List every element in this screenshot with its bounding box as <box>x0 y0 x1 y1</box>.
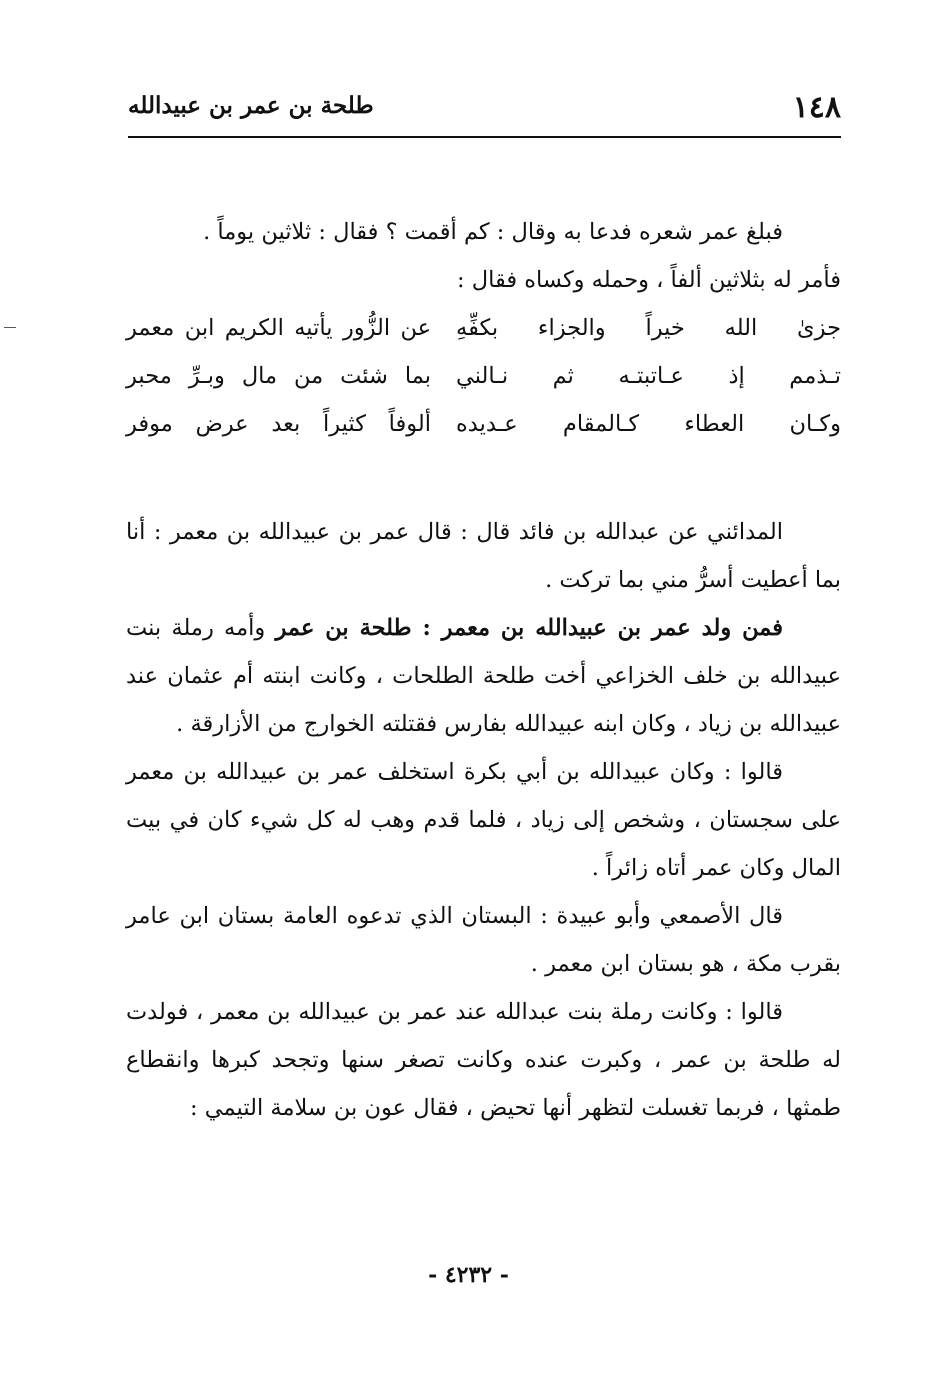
paragraph-4-text: وأمه رملة بنت عبيدالله بن خلف الخزاعي أخت طلحة الطلحات ، وكانت ابنته أم عثمان عند عبيدالله بن زياد ، وكان ابنه عبيدالله بفارس فقتلته الخوارج من الأزارقة . <box>126 615 841 737</box>
poem-verse-2 <box>126 352 841 400</box>
page-number: ١٤٨ <box>792 90 841 125</box>
paragraph-2: فأمر له بثلاثين ألفاً ، وحمله وكساه فقال : <box>457 267 841 293</box>
verse-second-hemistich: عن الزُّور يأتيه الكريم ابن معمر <box>126 315 431 341</box>
paragraph-4-bold-lead: فمن ولد عمر بن عبيدالله بن معمر : طلحة بن عمر <box>275 615 783 641</box>
verse-second-hemistich: ألوفاً كثيراً بعد عرض موفر <box>126 411 431 437</box>
paragraph-6: قال الأصمعي وأبو عبيدة : البستان الذي تدعوه العامة بستان ابن عامر بقرب مكة ، هو بستان ابن معمر . <box>126 903 841 977</box>
body-text <box>126 208 841 1132</box>
section-gap <box>126 448 841 508</box>
verse-first-hemistich: جزىٰ الله خيراً والجزاء بكفِّهِ <box>456 315 841 341</box>
paragraph-3: المدائني عن عبدالله بن فائد قال : قال عمر بن عبيدالله بن معمر : أنا بما أعطيت أسرُّ مني بما تركت . <box>126 519 841 593</box>
paragraph-1: فبلغ عمر شعره فدعا به وقال : كم أقمت ؟ فقال : ثلاثين يوماً . <box>203 219 783 245</box>
paragraph-5: قالوا : وكان عبيدالله بن أبي بكرة استخلف عمر بن عبيدالله بن معمر على سجستان ، وشخص إلى زياد ، فلما قدم وهب له كل شيء كان في بيت المال وكان عمر أتاه زائراً . <box>126 759 841 881</box>
paragraph-4 <box>126 604 841 748</box>
verse-first-hemistich: تـذمم إذ عـاتبتـه ثم نـالني <box>456 363 841 389</box>
paragraph-7: قالوا : وكانت رملة بنت عبدالله عند عمر بن عبيدالله بن معمر ، فولدت له طلحة بن عمر ، وكبرت عنده وكانت تصغر سنها وتجحد كبرها وانقطاع طمثها ، فربما تغسلت لتظهر أنها تحيض ، فقال عون بن سلامة التيمي : <box>126 999 841 1121</box>
verse-second-hemistich: بما شئت من مال وبـرِّ محبر <box>126 363 431 389</box>
running-header <box>128 88 841 134</box>
poem-verse-1 <box>126 304 841 352</box>
margin-mark <box>4 327 16 328</box>
poem <box>126 304 841 448</box>
running-title: طلحة بن عمر بن عبيدالله <box>128 92 374 119</box>
verse-first-hemistich: وكـان العطاء كـالمقام عـديده <box>456 411 841 437</box>
folio-number: - ٤٢٣٢ - <box>428 1262 509 1288</box>
header-rule <box>128 136 841 138</box>
poem-verse-3 <box>126 400 841 448</box>
